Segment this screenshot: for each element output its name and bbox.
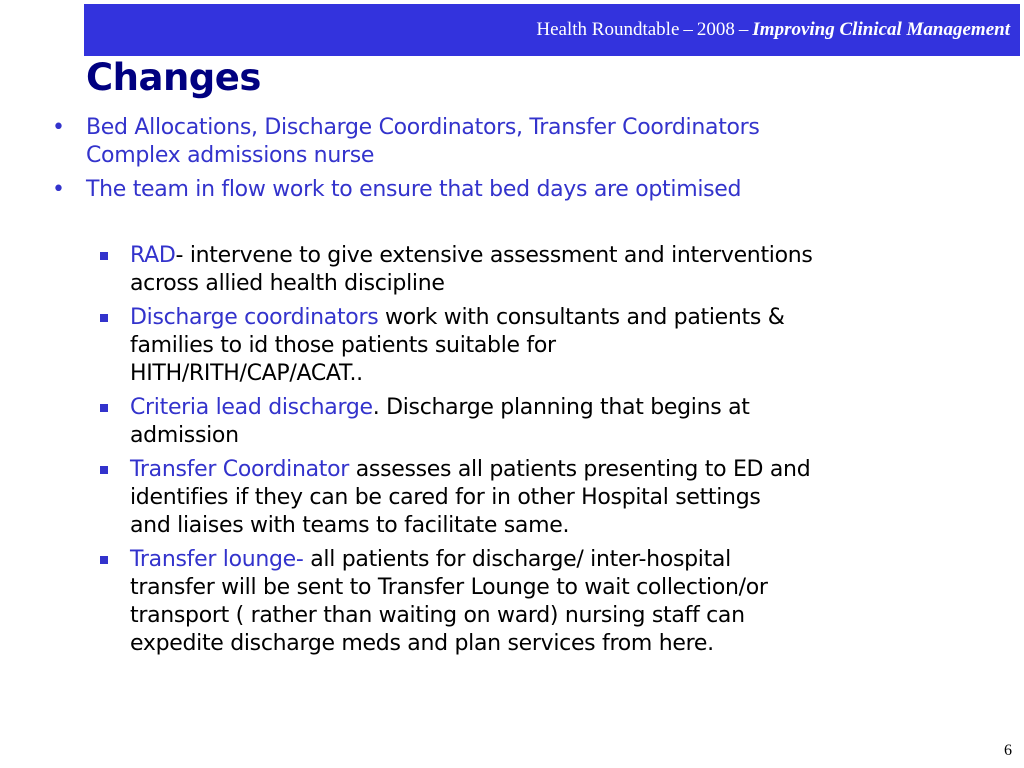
header-separator: –	[738, 19, 749, 40]
sub-bullet-line: identifies if they can be cared for in other Hospital settings	[130, 485, 761, 510]
bullet-line: The team in flow work to ensure that bed days are optimised	[86, 177, 742, 202]
sub-bullet-item	[98, 242, 948, 298]
sub-bullet-line: and liaises with teams to facilitate same.	[130, 513, 570, 538]
sub-bullet-line: across allied health discipline	[130, 271, 445, 296]
sub-bullet-line: transfer will be sent to Transfer Lounge to wait collection/or	[130, 575, 768, 600]
sub-bullet-text: work with consultants and patients &	[378, 305, 785, 330]
square-bullet-icon	[100, 556, 108, 564]
sub-bullet-item	[98, 394, 948, 450]
sub-bullet-term: Transfer Coordinator	[130, 457, 350, 482]
sub-bullet-line	[130, 304, 948, 332]
sub-bullet-term: RAD	[130, 243, 176, 268]
bullet-line: Complex admissions nurse	[86, 143, 375, 168]
sub-bullet-item	[98, 304, 948, 388]
sub-bullet-line: HITH/RITH/CAP/ACAT..	[130, 361, 363, 386]
sub-bullet-line	[130, 394, 948, 422]
bullet-item	[50, 176, 950, 204]
bullet-line: Bed Allocations, Discharge Coordinators, Transfer Coordinators	[86, 115, 760, 140]
square-bullet-icon	[100, 314, 108, 322]
slide-title: Changes	[86, 56, 261, 99]
sub-bullet-text: all patients for discharge/ inter-hospital	[303, 547, 731, 572]
sub-bullet-text: - intervene to give extensive assessment and interventions	[175, 243, 813, 268]
sub-bullet-term: Discharge coordinators	[130, 305, 379, 330]
page-number: 6	[1004, 742, 1012, 759]
sub-bullet-item	[98, 456, 948, 540]
bullet-dot-icon: •	[52, 177, 65, 202]
sub-bullet-line	[130, 456, 948, 484]
header-separator: –	[683, 19, 693, 40]
bullet-dot-icon: •	[52, 115, 65, 140]
sub-bullet-line	[130, 242, 948, 270]
sub-bullet-text: assesses all patients presenting to ED and	[349, 457, 811, 482]
sub-bullet-item	[98, 546, 948, 658]
sub-bullet-text: . Discharge planning that begins at	[372, 395, 750, 420]
sub-bullet-line: admission	[130, 423, 239, 448]
header-banner	[84, 4, 1020, 56]
square-bullet-icon	[100, 252, 108, 260]
header-org: Health Roundtable	[536, 19, 680, 40]
header-subtitle: Improving Clinical Management	[752, 19, 1010, 40]
sub-bullet-term: Transfer lounge-	[130, 547, 304, 572]
sub-bullet-line	[130, 546, 948, 574]
sub-bullet-term: Criteria lead discharge	[130, 395, 373, 420]
sub-bullet-line: transport ( rather than waiting on ward) nursing staff can	[130, 603, 745, 628]
header-year: 2008	[696, 19, 735, 40]
bullet-item	[50, 114, 950, 170]
sub-bullet-line: families to id those patients suitable for	[130, 333, 556, 358]
square-bullet-icon	[100, 466, 108, 474]
sub-bullet-list	[98, 242, 948, 664]
sub-bullet-line: expedite discharge meds and plan services from here.	[130, 631, 714, 656]
main-bullet-list	[50, 114, 950, 210]
square-bullet-icon	[100, 404, 108, 412]
